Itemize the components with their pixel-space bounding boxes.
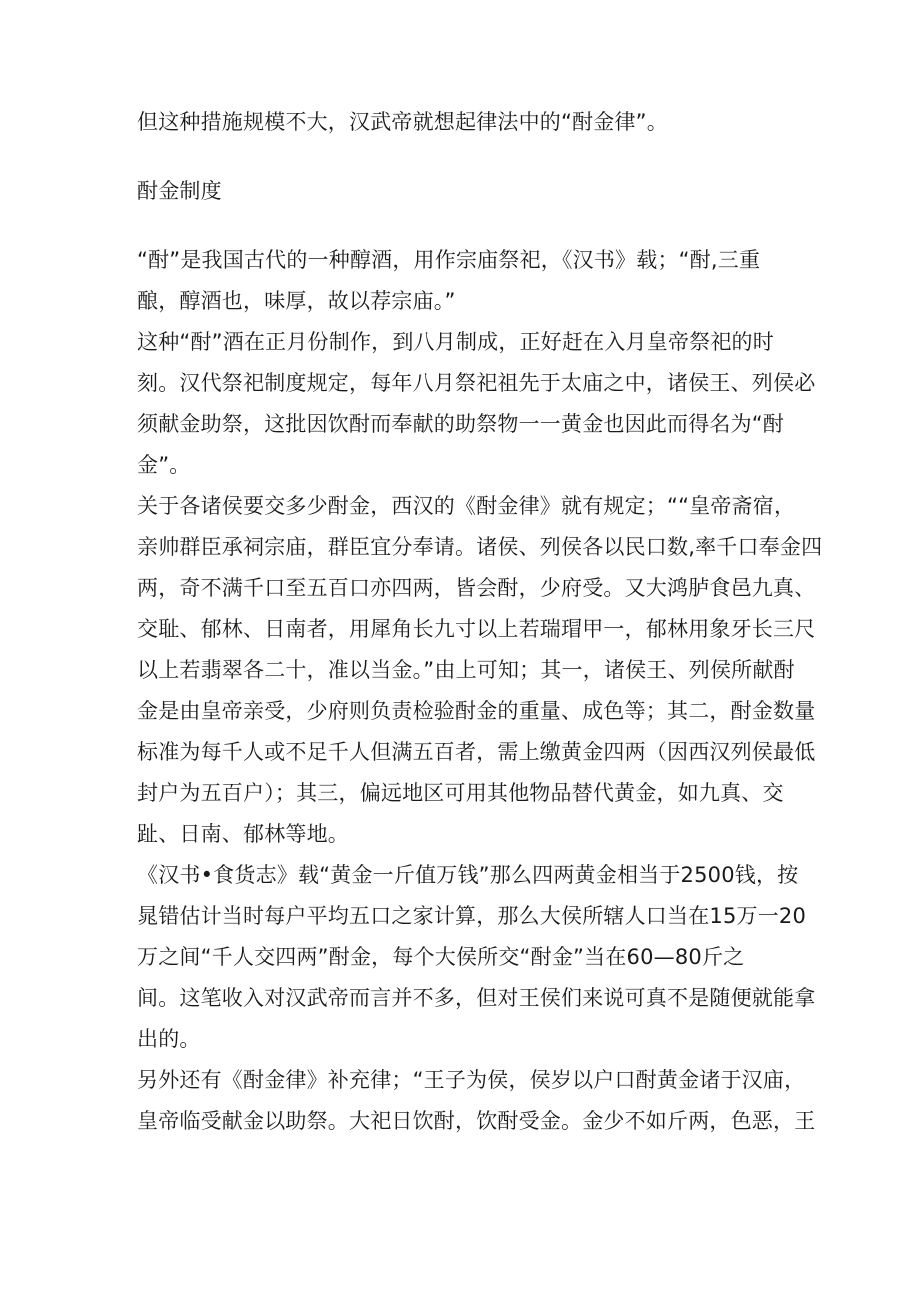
paragraph-line: 《汉书•食货志》载“黄金一斤值万钱”那么四两黄金相当于2500钱，按: [137, 863, 799, 887]
paragraph-line: “酎”是我国古代的一种醇酒，用作宗庙祭祀，《汉书》载；“酎,三重: [137, 248, 761, 272]
paragraph-line: 须献金助祭，这批因饮酎而奉献的助祭物一一黄金也因此而得名为“酎: [137, 412, 785, 436]
paragraph-gap: [137, 143, 787, 171]
paragraph-line: 关于各诸侯要交多少酎金，西汉的《酎金律》就有规定；““皇帝斋宿，: [137, 494, 796, 518]
paragraph-line: 以上若翡翠各二十，准以当金。”由上可知；其一，诸侯王、列侯所献酎: [137, 658, 795, 682]
paragraph-line: 封户为五百户）；其三，偏远地区可用其他物品替代黄金，如九真、交: [137, 781, 784, 805]
paragraph-line: 另外还有《酎金律》补充律；“王子为侯，侯岁以户口酎黄金诸于汉庙，: [137, 1068, 806, 1092]
paragraph-line: 金是由皇帝亲受，少府则负责检验酎金的重量、成色等；其二，酎金数量: [137, 699, 816, 723]
paragraph-line: 万之间“千人交四两”酎金，每个大侯所交“酎金”当在60—80斤之: [137, 945, 745, 969]
paragraph-line: 皇帝临受献金以助祭。大祀日饮酎，饮酎受金。金少不如斤两，色恶，王: [137, 1109, 816, 1133]
paragraph-line: 出的。: [137, 1027, 201, 1051]
paragraph-line: 间。这笔收入对汉武帝而言并不多，但对王侯们来说可真不是随便就能拿: [137, 986, 816, 1010]
paragraph-line: 但这种措施规模不大，汉武帝就想起律法中的“酎金律”。: [137, 110, 668, 134]
paragraph-line: 交耻、郁林、日南者，用犀角长九寸以上若瑞瑁甲一，郁林用象牙长三尺: [137, 617, 816, 641]
paragraph-line: 标准为每千人或不足千人但满五百者，需上缴黄金四两（因西汉列侯最低: [137, 740, 816, 764]
paragraph-line: 金”。: [137, 453, 191, 477]
paragraph-line: 晁错估计当时每户平均五口之家计算，那么大侯所辖人口当在15万一20: [137, 904, 807, 928]
paragraph-gap: [137, 212, 787, 240]
document-body: [137, 102, 823, 1142]
paragraph-line: 亲帅群臣承祠宗庙，群臣宜分奉请。诸侯、列侯各以民口数,率千口奉金四: [137, 535, 823, 559]
paragraph-line: 这种“酎”酒在正月份制作，到八月制成，正好赶在入月皇帝祭祀的时: [137, 330, 774, 354]
paragraph-line: 两，奇不满千口至五百口亦四两，皆会酎，少府受。又大鸿胪食邑九真、: [137, 576, 816, 600]
paragraph-line: 趾、日南、郁林等地。: [137, 822, 349, 846]
section-heading: 酎金制度: [137, 179, 222, 203]
paragraph-line: 刻。汉代祭祀制度规定，每年八月祭祀祖先于太庙之中，诸侯王、列侯必: [137, 371, 816, 395]
paragraph-line: 酿，醇酒也，味厚，故以荐宗庙。”: [137, 289, 456, 313]
